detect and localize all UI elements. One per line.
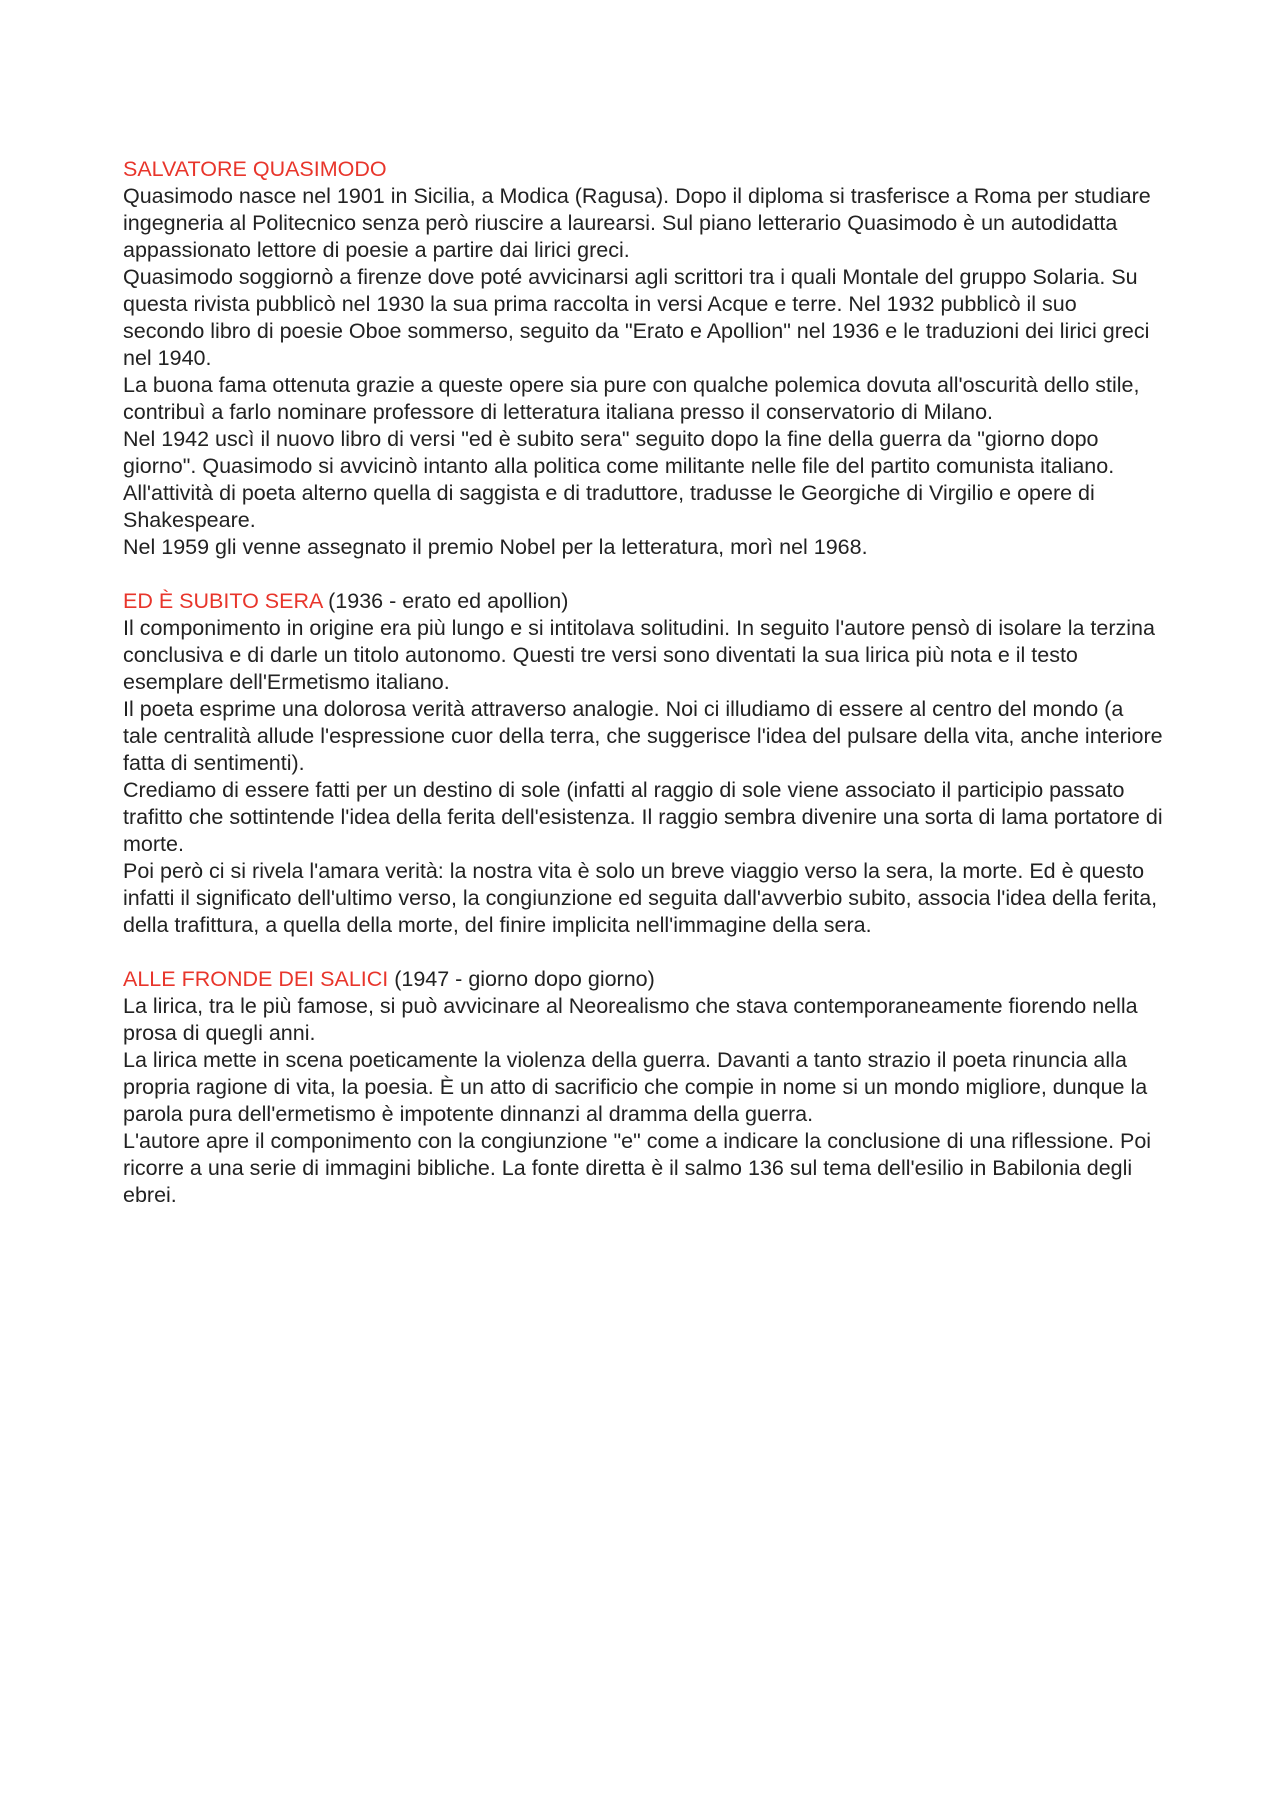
section-heading [123, 156, 1163, 183]
paragraph: Quasimodo nasce nel 1901 in Sicilia, a Modica (Ragusa). Dopo il diploma si trasferisce a Roma per studiare ingegneria al Politecnico senza però riuscire a laurearsi. Sul piano letterario Quasimodo è un autodidatta appassionato lettore di poesie a partire dai lirici greci. [123, 184, 1151, 262]
section-heading [123, 966, 1163, 993]
paragraph: Nel 1942 uscì il nuovo libro di versi "ed è subito sera" seguito dopo la fine della guerra da "giorno dopo giorno". Quasimodo si avvicinò intanto alla politica come militante nelle file del partito comunista italiano. [123, 427, 1115, 478]
section-title: ED È SUBITO SERA [123, 589, 323, 613]
section-title: ALLE FRONDE DEI SALICI [123, 967, 389, 991]
section-title: SALVATORE QUASIMODO [123, 157, 387, 181]
paragraph: Il componimento in origine era più lungo e si intitolava solitudini. In seguito l'autore pensò di isolare la terzina conclusiva e di darle un titolo autonomo. Questi tre versi sono diventati la sua lirica più nota e il testo esemplare dell'Ermetismo italiano. [123, 616, 1155, 694]
section-biography [123, 156, 1163, 561]
section-subtitle: (1947 - giorno dopo giorno) [388, 967, 655, 991]
section-ed-e-subito-sera [123, 588, 1163, 939]
section-subtitle: (1936 - erato ed apollion) [322, 589, 569, 613]
paragraph: Crediamo di essere fatti per un destino di sole (infatti al raggio di sole viene associato il participio passato trafitto che sottintende l'idea della ferita dell'esistenza. Il raggio sembra divenire una sorta di lama portatore di morte. [123, 778, 1163, 856]
paragraph: Quasimodo soggiornò a firenze dove poté avvicinarsi agli scrittori tra i quali Montale del gruppo Solaria. Su questa rivista pubblicò nel 1930 la sua prima raccolta in versi Acque e terre. Nel 1932 pubblicò il suo secondo libro di poesie Oboe sommerso, seguito da "Erato e Apollion" nel 1936 e le traduzioni dei lirici greci nel 1940. [123, 265, 1150, 370]
section-alle-fronde-dei-salici [123, 966, 1163, 1209]
paragraph: Il poeta esprime una dolorosa verità attraverso analogie. Noi ci illudiamo di essere al centro del mondo (a tale centralità allude l'espressione cuor della terra, che suggerisce l'idea del pulsare della vita, anche interiore fatta di sentimenti). [123, 697, 1163, 775]
section-heading [123, 588, 1163, 615]
paragraph: Nel 1959 gli venne assegnato il premio Nobel per la letteratura, morì nel 1968. [123, 535, 868, 559]
document-page [123, 156, 1163, 1236]
paragraph: La buona fama ottenuta grazie a queste opere sia pure con qualche polemica dovuta all'oscurità dello stile, contribuì a farlo nominare professore di letteratura italiana presso il conservatorio di Milano. [123, 373, 1140, 424]
paragraph: L'autore apre il componimento con la congiunzione "e" come a indicare la conclusione di una riflessione. Poi ricorre a una serie di immagini bibliche. La fonte diretta è il salmo 136 sul tema dell'esilio in Babilonia degli ebrei. [123, 1129, 1152, 1207]
paragraph: All'attività di poeta alterno quella di saggista e di traduttore, tradusse le Georgiche di Virgilio e opere di Shakespeare. [123, 481, 1095, 532]
paragraph: La lirica, tra le più famose, si può avvicinare al Neorealismo che stava contemporaneamente fiorendo nella prosa di quegli anni. [123, 994, 1138, 1045]
paragraph: La lirica mette in scena poeticamente la violenza della guerra. Davanti a tanto strazio il poeta rinuncia alla propria ragione di vita, la poesia. È un atto di sacrificio che compie in nome si un mondo migliore, dunque la parola pura dell'ermetismo è impotente dinnanzi al dramma della guerra. [123, 1048, 1148, 1126]
paragraph: Poi però ci si rivela l'amara verità: la nostra vita è solo un breve viaggio verso la sera, la morte. Ed è questo infatti il significato dell'ultimo verso, la congiunzione ed seguita dall'avverbio subito, associa l'idea della ferita, della trafittura, a quella della morte, del finire implicita nell'immagine della sera. [123, 859, 1158, 937]
